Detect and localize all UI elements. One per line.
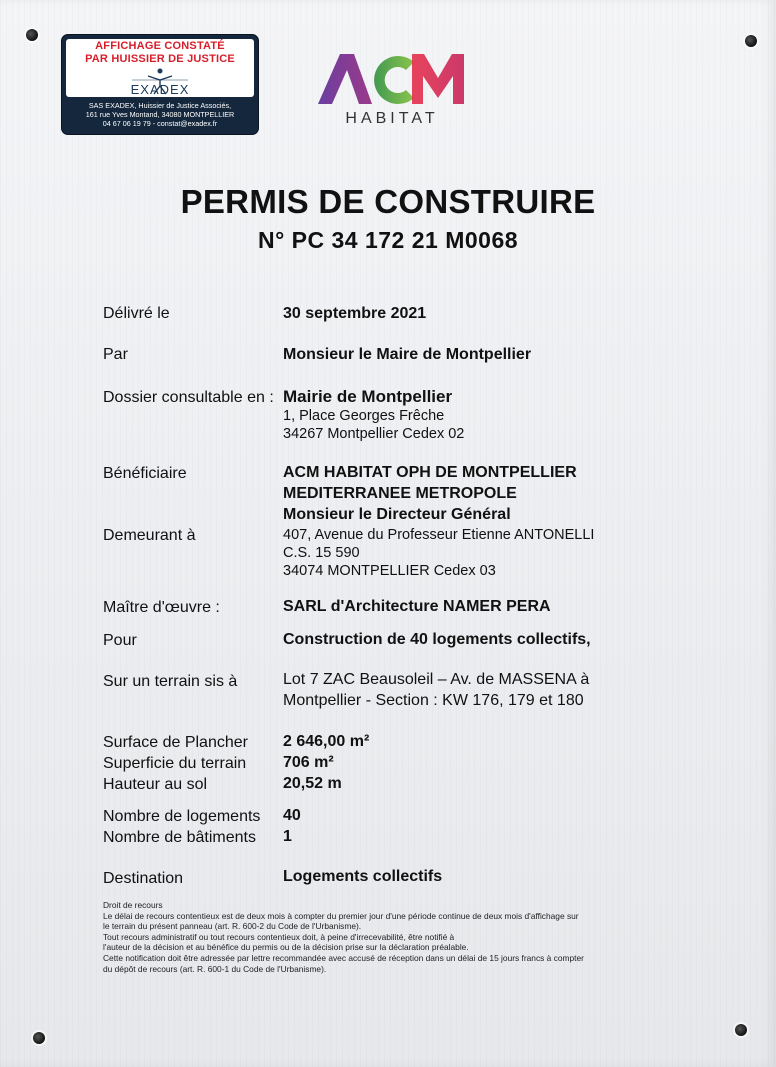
destination-value: Logements collectifs xyxy=(283,868,443,885)
beneficiary-line3: Monsieur le Directeur Général xyxy=(283,506,511,523)
bailiff-sticker xyxy=(62,35,258,134)
screw-icon xyxy=(745,35,757,47)
site-label: Sur un terrain sis à xyxy=(103,673,238,690)
buildings-label: Nombre de bâtiments xyxy=(103,829,256,846)
height-label: Hauteur au sol xyxy=(103,776,208,793)
architect-value: SARL d'Architecture NAMER PERA xyxy=(283,598,551,615)
destination-label: Destination xyxy=(103,870,184,887)
sticker-address-line2: 161 rue Yves Montand, 34080 MONTPELLIER xyxy=(85,110,235,119)
residing-address-line2: C.S. 15 590 xyxy=(283,545,360,561)
screw-icon xyxy=(33,1032,45,1044)
beneficiary-line1: ACM HABITAT OPH DE MONTPELLIER xyxy=(283,464,577,481)
legal-line: le terrain du présent panneau (art. R. 600-2 du Code de l'Urbanisme). xyxy=(103,921,362,932)
site-line2: Montpellier - Section : KW 176, 179 et 180 xyxy=(283,692,584,709)
land-area-label: Superficie du terrain xyxy=(103,755,247,772)
delivered-value: 30 septembre 2021 xyxy=(283,305,427,322)
logo-subtitle: HABITAT xyxy=(345,110,439,126)
dossier-address-line2: 34267 Montpellier Cedex 02 xyxy=(283,426,465,442)
for-value: Construction de 40 logements collectifs, xyxy=(283,631,591,648)
floor-area-value: 2 646,00 m² xyxy=(283,733,370,750)
legal-line: l'auteur de la décision et au bénéfice du permis ou de la décision prise sur la déclaration préalable. xyxy=(103,942,469,953)
residing-address-line3: 34074 MONTPELLIER Cedex 03 xyxy=(283,563,496,579)
units-label: Nombre de logements xyxy=(103,808,261,825)
dossier-address-line1: 1, Place Georges Frêche xyxy=(283,408,445,424)
sticker-heading-line2: PAR HUISSIER DE JUSTICE xyxy=(85,53,235,65)
sticker-contact-line: 04 67 06 19 79 - constat@exadex.fr xyxy=(102,119,218,128)
screw-icon xyxy=(26,29,38,41)
acm-habitat-logo xyxy=(314,48,470,126)
for-label: Pour xyxy=(103,632,137,649)
floor-area-label: Surface de Plancher xyxy=(103,734,248,751)
land-area-value: 706 m² xyxy=(283,754,334,771)
site-line1: Lot 7 ZAC Beausoleil – Av. de MASSENA à xyxy=(283,671,590,688)
dossier-label: Dossier consultable en : xyxy=(103,389,274,406)
beneficiary-line2: MEDITERRANEE METROPOLE xyxy=(283,485,517,502)
beneficiary-label: Bénéficiaire xyxy=(103,465,187,482)
height-value: 20,52 m xyxy=(283,775,342,792)
dossier-value: Mairie de Montpellier xyxy=(283,387,453,406)
legal-line: du dépôt de recours (art. R. 600-1 du Code de l'Urbanisme). xyxy=(103,963,327,974)
by-value: Monsieur le Maire de Montpellier xyxy=(283,346,532,363)
screw-icon xyxy=(735,1024,747,1036)
legal-notice xyxy=(103,900,703,974)
architect-label: Maître d'œuvre : xyxy=(103,599,220,616)
legal-line: Cette notification doit être adressée par lettre recommandée avec accusé de réception dans un délai de 15 jours francs à compter xyxy=(103,952,584,963)
page-title: PERMIS DE CONSTRUIRE xyxy=(180,183,596,220)
delivered-label: Délivré le xyxy=(103,305,170,322)
exadex-logo-text: EXADEX xyxy=(130,82,190,97)
buildings-value: 1 xyxy=(283,828,292,845)
permit-number: N° PC 34 172 21 M0068 xyxy=(257,227,519,253)
residing-label: Demeurant à xyxy=(103,527,196,544)
legal-line: Le délai de recours contentieux est de deux mois à compter du premier jour d'une période continue de deux mois d'affichage sur xyxy=(103,910,579,921)
legal-line: Droit de recours xyxy=(103,900,163,910)
legal-line: Tout recours administratif ou tout recours contentieux doit, à peine d'irrecevabilité, être notifié à xyxy=(103,931,455,942)
by-label: Par xyxy=(103,346,128,363)
sticker-heading-line1: AFFICHAGE CONSTATÉ xyxy=(95,40,225,52)
residing-address-line1: 407, Avenue du Professeur Etienne ANTONELLI xyxy=(283,527,595,543)
units-value: 40 xyxy=(283,807,301,824)
sticker-address-line1: SAS EXADEX, Huissier de Justice Associés, xyxy=(88,101,232,110)
